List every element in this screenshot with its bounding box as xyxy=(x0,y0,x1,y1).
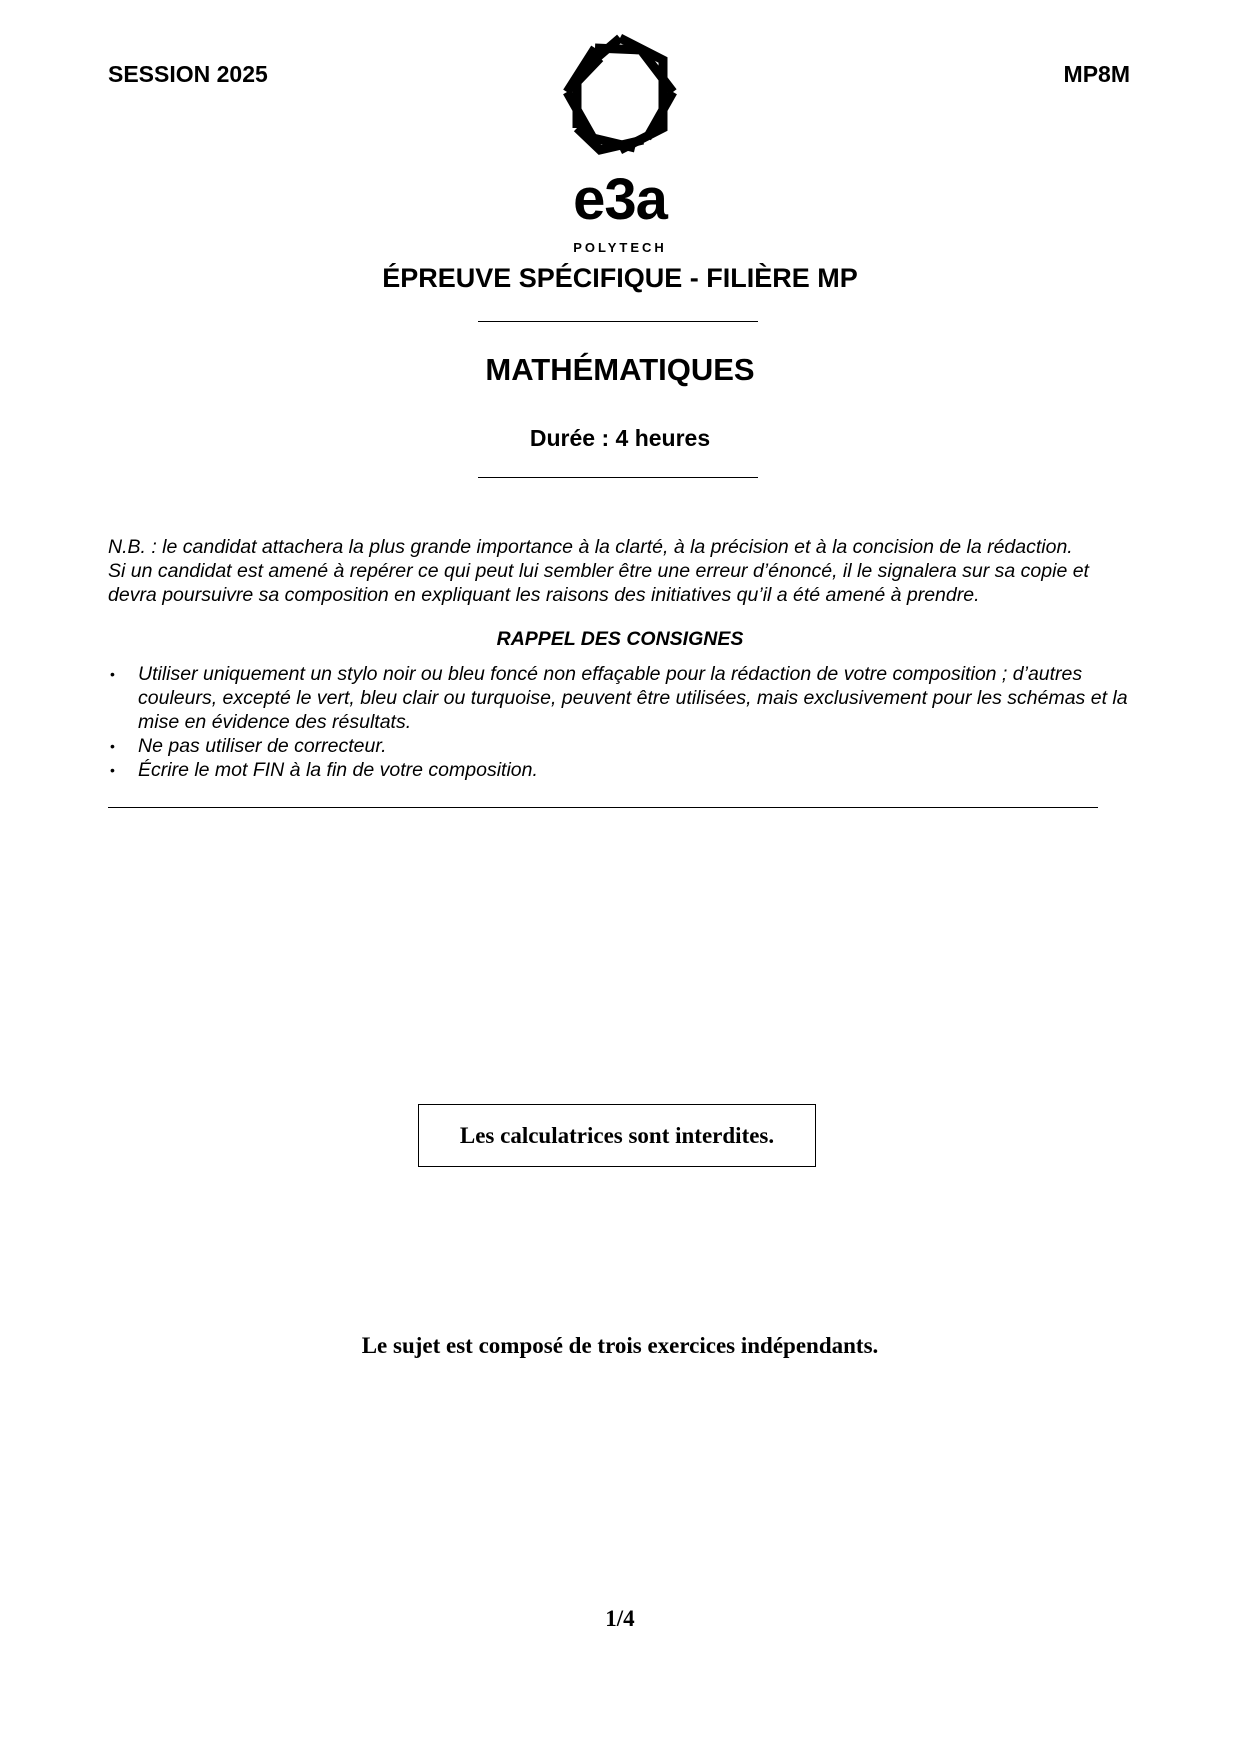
nb-paragraph xyxy=(108,535,1143,607)
e3a-polytech-logo xyxy=(555,30,685,255)
nb-line: N.B. : le candidat attachera la plus grande importance à la clarté, à la précision et à la concision de la rédaction. xyxy=(108,536,1073,558)
list-item xyxy=(108,662,1143,734)
exam-code: MP8M xyxy=(1063,61,1130,87)
duration: Durée : 4 heures xyxy=(529,425,711,451)
session-label: SESSION 2025 xyxy=(108,61,268,87)
consignes-title: RAPPEL DES CONSIGNES xyxy=(496,628,744,650)
logo-polytech-text: POLYTECH xyxy=(573,240,667,255)
page-number: 1/4 xyxy=(605,1606,635,1631)
divider xyxy=(478,321,758,322)
sujet-statement: Le sujet est composé de trois exercices indépendants. xyxy=(361,1333,879,1358)
star-knot-icon xyxy=(555,30,685,160)
list-item xyxy=(108,758,1143,782)
list-item-text: Écrire le mot FIN à la fin de votre composition. xyxy=(138,759,538,781)
calculator-notice: Les calculatrices sont interdites. xyxy=(459,1122,775,1148)
divider xyxy=(478,477,758,478)
bullet-icon: • xyxy=(110,738,115,754)
logo-e3a-text: e3a xyxy=(573,167,667,232)
subject-title: MATHÉMATIQUES xyxy=(485,352,755,387)
nb-line: Si un candidat est amené à repérer ce qui peut lui sembler être une erreur d’énoncé, il le signalera sur sa copie et devra poursuivre sa composition en expliquant les raisons des initiatives qu’il a été amené à prendre. xyxy=(108,560,1089,606)
divider xyxy=(108,807,1098,808)
bullet-icon: • xyxy=(110,666,115,682)
list-item-text: Ne pas utiliser de correcteur. xyxy=(138,735,387,757)
bullet-icon: • xyxy=(110,762,115,778)
consignes-list xyxy=(108,662,1143,782)
calculator-notice-box xyxy=(418,1104,816,1167)
list-item-text: Utiliser uniquement un stylo noir ou bleu foncé non effaçable pour la rédaction de votre composition ; d’autres couleurs, excepté le vert, bleu clair ou turquoise, peuvent être utilisées, mais exclusivement pour les schémas et la mise en évidence des résultats. xyxy=(138,663,1128,733)
list-item xyxy=(108,734,1143,758)
epreuve-title: ÉPREUVE SPÉCIFIQUE - FILIÈRE MP xyxy=(382,263,858,293)
